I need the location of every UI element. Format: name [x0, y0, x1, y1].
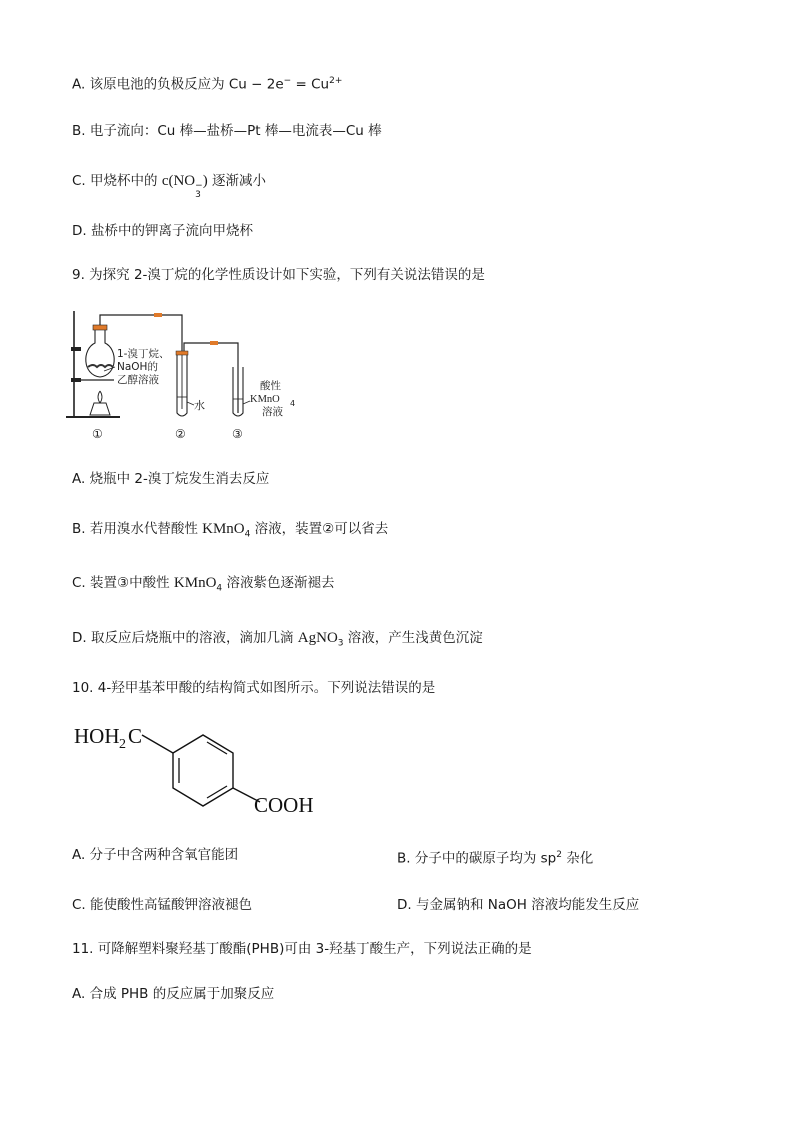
q10-option-c: C. 能使酸性高锰酸钾溶液褪色: [72, 897, 253, 913]
q9-b-suffix: 溶液，装置②可以省去: [250, 521, 389, 537]
q9-c-text: C. 装置③中酸性: [72, 575, 174, 591]
q9-c-sub: 4: [216, 583, 223, 594]
flame: [98, 391, 102, 403]
benzene-ring: [173, 735, 233, 806]
q9-option-b: [72, 520, 388, 544]
q9-d-formula: AgNO: [297, 630, 338, 646]
label-reagent-line2: KMnO: [250, 394, 280, 405]
q10-option-d: D. 与金属钠和 NaOH 溶液均能发生反应: [397, 897, 640, 913]
q9-d-suffix: 溶液，产生浅黄色沉淀: [343, 630, 483, 646]
q9-b-formula: KMnO: [202, 521, 245, 537]
ring-double-bond-2: [207, 786, 227, 798]
q9-b-text: B. 若用溴水代替酸性: [72, 521, 203, 537]
q8-c-formula: c(NO: [161, 173, 196, 189]
q10-b-text: B. 分子中的碳原子均为 sp: [397, 850, 557, 867]
q10-option-a: A. 分子中含两种含氧官能团: [72, 847, 239, 863]
q11-stem: 11. 可降解塑料聚羟基丁酸酯(PHB)可由 3-羟基丁酸生产，下列说法正确的是: [72, 941, 532, 957]
delivery-tube-2: [184, 343, 238, 413]
q9-apparatus-figure: [60, 305, 310, 445]
label-reagent-line1: 酸性: [260, 380, 281, 392]
label-flask-line2: NaOH的: [117, 361, 158, 373]
q8-option-a: [72, 72, 342, 94]
group-hoh2c-sub: 2: [119, 737, 126, 752]
flask-contents: [88, 365, 113, 367]
q9-option-a: A. 烧瓶中 2-溴丁烷发生消去反应: [72, 471, 270, 487]
clamp-upper: [71, 347, 81, 351]
q8-a-text: A. 该原电池的负极反应为: [72, 76, 229, 93]
q10-option-b: [397, 846, 593, 868]
label-num-2: ②: [175, 427, 186, 441]
label-reagent-sub: 4: [290, 399, 296, 408]
q8-a-eq: Cu − 2e: [228, 76, 284, 93]
q9-c-formula: KMnO: [173, 575, 217, 591]
q8-c-formula-post: ): [202, 173, 208, 189]
q8-a-sup: −: [283, 76, 292, 86]
q9-c-suffix: 溶液紫色逐渐褪去: [222, 575, 335, 591]
label-water-leader: [187, 402, 194, 405]
alcohol-lamp: [90, 403, 110, 415]
q10-b-suffix: 杂化: [561, 850, 594, 867]
q8-c-suffix: 逐渐减小: [207, 173, 266, 189]
tube-joint-2: [210, 341, 218, 345]
round-bottom-flask: [86, 329, 114, 377]
label-water: 水: [194, 399, 205, 412]
q8-option-d: D. 盐桥中的钾离子流向甲烧杯: [72, 223, 253, 239]
q10-structure-figure: [70, 718, 330, 822]
q8-option-b: B. 电子流向：Cu 棒—盐桥—Pt 棒—电流表—Cu 棒: [72, 123, 382, 139]
q8-c-text: C. 甲烧杯中的: [72, 173, 162, 189]
q9-option-c: [72, 574, 334, 598]
q9-d-text: D. 取反应后烧瓶中的溶液，滴加几滴: [72, 630, 298, 646]
flask-stopper: [93, 325, 107, 330]
q8-c-sup: −: [195, 181, 203, 191]
q9-option-d: [72, 629, 483, 653]
q9-d-sub: 3: [337, 638, 344, 649]
group-hoh2c-pre: HOH: [74, 724, 120, 748]
label-reagent-leader: [243, 401, 250, 404]
q8-c-sub: 3: [195, 190, 201, 200]
q8-a-eq-mid: = Cu: [291, 76, 330, 93]
label-flask-line3: 乙醇溶液: [117, 374, 159, 386]
bond-ch2-ring: [142, 735, 173, 753]
q10-stem: 10. 4-羟甲基苯甲酸的结构简式如图所示。下列说法错误的是: [72, 680, 436, 696]
label-flask-line1: 1-溴丁烷、: [117, 348, 170, 360]
label-num-3: ③: [232, 427, 243, 441]
label-num-1: ①: [92, 427, 103, 441]
tube-joint-1: [154, 313, 162, 317]
q11-option-a: A. 合成 PHB 的反应属于加聚反应: [72, 986, 275, 1002]
label-reagent-line3: 溶液: [262, 406, 283, 418]
tube2-stopper: [176, 351, 188, 355]
q9-b-sub: 4: [244, 529, 251, 540]
q8-c-subsup: [195, 182, 203, 200]
q9-stem: 9. 为探究 2-溴丁烷的化学性质设计如下实验，下列有关说法错误的是: [72, 267, 485, 283]
q8-a-sup2: 2+: [329, 76, 343, 86]
group-hoh2c-post: C: [128, 724, 143, 748]
group-cooh: COOH: [254, 793, 314, 817]
q8-option-c: [72, 172, 266, 200]
q10-b-sup: 2: [556, 850, 562, 860]
